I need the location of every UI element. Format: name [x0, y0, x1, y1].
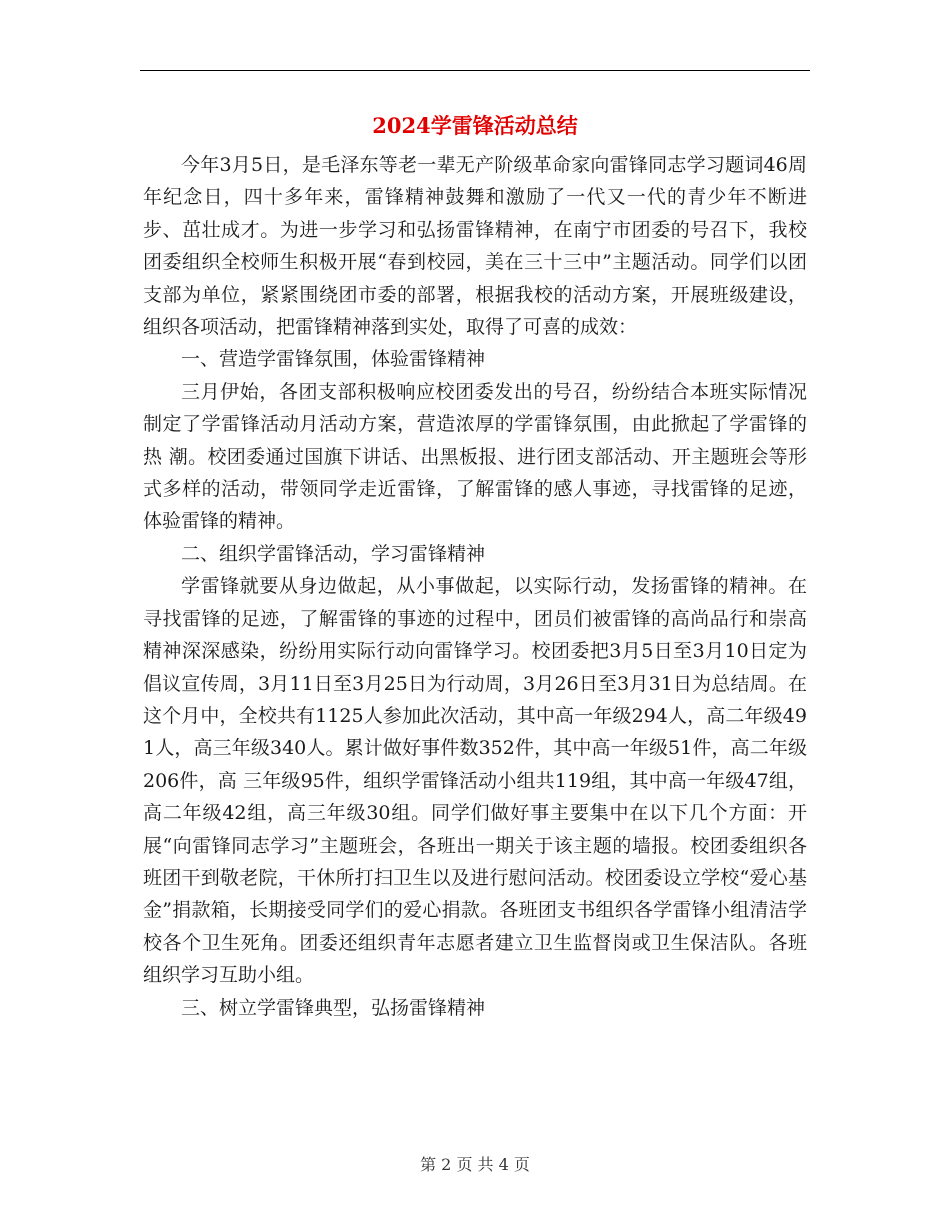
- page-number: 第 2 页 共 4 页: [420, 1155, 530, 1174]
- paragraph-section-1: 三月伊始，各团支部积极响应校团委发出的号召，纷纷结合本班实际情况制定了学雷锋活动月活动方案，营造浓厚的学雷锋氛围，由此掀起了学雷锋的热 潮。校团委通过国旗下讲话、出黑板报、进行团支部活动、开主题班会等形式多样的活动，带领同学走近雷锋，了解雷锋的感人事迹，寻找雷锋的足迹，体验雷锋的精神。: [143, 380, 807, 533]
- paragraph-section-2: 学雷锋就要从身边做起，从小事做起，以实际行动，发扬雷锋的精神。在寻找雷锋的足迹，了解雷锋的事迹的过程中，团员们被雷锋的高尚品行和崇高精神深深感染，纷纷用实际行动向雷锋学习。校团委把3月5日至3月10日定为倡议宣传周，3月11日至3月25日为行动周，3月26日至3月31日为总结周。在这个月中，全校共有1125人参加此次活动，其中高一年级294人，高二年级491人，高三年级340人。累计做好事件数352件，其中高一年级51件，高二年级206件，高 三年级95件，组织学雷锋活动小组共119组，其中高一年级47组，高二年级42组，高三年级30组。同学们做好事主要集中在以下几个方面：开展“向雷锋同志学习”主题班会，各班出一期关于该主题的墙报。校团委组织各班团干到敬老院，干休所打扫卫生以及进行慰问活动。校团委设立学校“爱心基金”捐款箱，长期接受同学们的爱心捐款。各班团支书组织各学雷锋小组清洁学校各个卫生死角。团委还组织青年志愿者建立卫生监督岗或卫生保洁队。各班组织学习互助小组。: [143, 575, 807, 987]
- document-body: [143, 149, 807, 1024]
- header-rule: [140, 70, 810, 71]
- paragraph-intro: 今年3月5日，是毛泽东等老一辈无产阶级革命家向雷锋同志学习题词46周年纪念日，四十多年来，雷锋精神鼓舞和激励了一代又一代的青少年不断进步、茁壮成才。为进一步学习和弘扬雷锋精神，在南宁市团委的号召下，我校团委组织全校师生积极开展“春到校园，美在三十三中”主题活动。同学们以团支部为单位，紧紧围绕团市委的部署，根据我校的活动方案，开展班级建设，组织各项活动，把雷锋精神落到实处，取得了可喜的成效：: [143, 154, 807, 339]
- section-heading-1: 一、营造学雷锋氛围，体验雷锋精神: [181, 348, 486, 371]
- section-heading-2: 二、组织学雷锋活动，学习雷锋精神: [181, 542, 486, 565]
- document-title: 2024学雷锋活动总结: [372, 113, 578, 138]
- section-heading-3: 三、树立学雷锋典型，弘扬雷锋精神: [181, 996, 486, 1019]
